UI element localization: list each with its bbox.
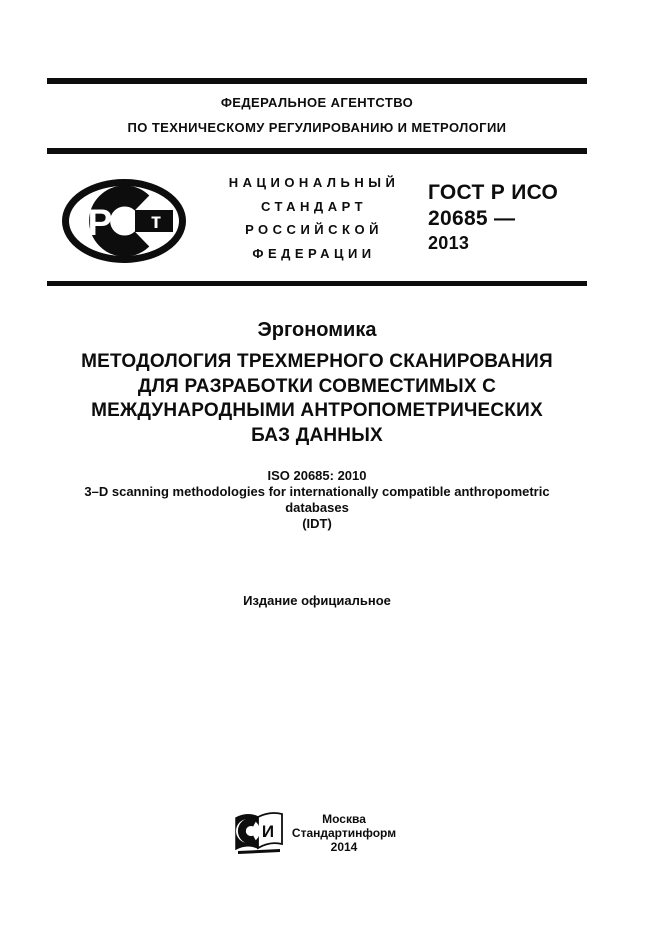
iso-reference-title-line: databases [285, 500, 349, 515]
iso-reference-block [47, 468, 587, 532]
standard-main-title [47, 350, 587, 449]
standard-type-line: РОССИЙСКОЙ [245, 222, 383, 237]
standard-designation [428, 180, 588, 254]
rst-rosstandart-logo-icon [61, 179, 187, 268]
agency-name-line-2: ПО ТЕХНИЧЕСКОМУ РЕГУЛИРОВАНИЮ И МЕТРОЛОГИИ [127, 120, 507, 135]
imprint-block [289, 812, 399, 854]
standard-type-line: ФЕДЕРАЦИИ [252, 245, 376, 261]
designation-year: 2013 [428, 233, 470, 253]
main-title-line: ДЛЯ РАЗРАБОТКИ СОВМЕСТИМЫХ С [137, 375, 497, 397]
iso-reference-number: ISO 20685: 2010 [267, 468, 367, 483]
main-title-line: МЕЖДУНАРОДНЫМИ АНТРОПОМЕТРИЧЕСКИХ [91, 400, 543, 422]
imprint-year: 2014 [330, 840, 358, 854]
standard-type-line: НАЦИОНАЛЬНЫЙ [228, 175, 400, 190]
svg-text:т: т [150, 210, 162, 233]
iso-reference-title-line: 3–D scanning methodologies for internationally compatible anthropometric [84, 484, 550, 499]
standard-type-label [200, 171, 428, 265]
top-rule [47, 78, 587, 84]
imprint-publisher: Стандартинформ [291, 826, 397, 840]
iso-reference-idt-note: (IDT) [302, 516, 332, 531]
standartinform-logo-icon [232, 809, 286, 863]
standard-type-line: СТАНДАРТ [260, 198, 368, 214]
standard-block-bottom-rule [47, 281, 587, 286]
main-title-line: БАЗ ДАННЫХ [251, 425, 383, 447]
svg-text:И: И [261, 822, 275, 841]
agency-name-line-1: ФЕДЕРАЛЬНОЕ АГЕНТСТВО [220, 95, 414, 110]
svg-text:Р: Р [87, 202, 113, 243]
standard-subject-heading: Эргономика [257, 319, 377, 341]
designation-line-2: 20685 — [428, 207, 516, 230]
imprint-city: Москва [322, 812, 366, 826]
svg-text:т: т [248, 826, 254, 838]
header-bottom-rule [47, 148, 587, 154]
designation-line-1: ГОСТ Р ИСО [428, 181, 559, 204]
main-title-line: МЕТОДОЛОГИЯ ТРЕХМЕРНОГО СКАНИРОВАНИЯ [81, 351, 553, 372]
official-edition-note: Издание официальное [243, 593, 391, 608]
